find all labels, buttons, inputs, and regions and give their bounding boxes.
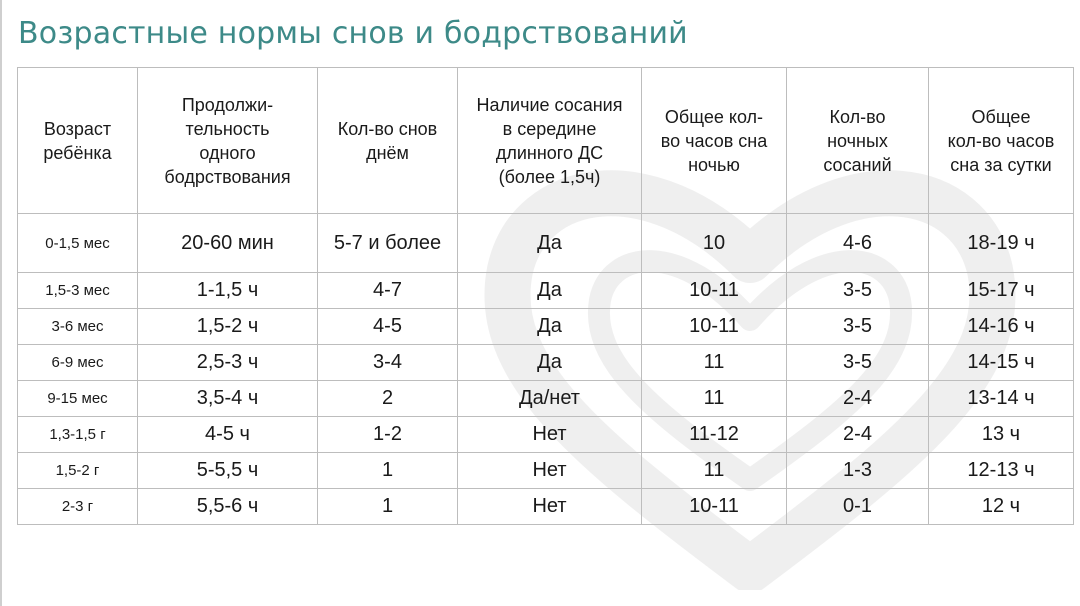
cell-night-sleep-hours: 11	[642, 345, 787, 381]
cell-night-sleep-hours: 11	[642, 381, 787, 417]
age-norms-table	[17, 67, 1074, 525]
cell-wake-duration: 20-60 мин	[138, 214, 318, 273]
cell-nap-feeding: Нет	[458, 453, 642, 489]
cell-night-feedings: 3-5	[787, 309, 929, 345]
cell-age: 3-6 мес	[18, 309, 138, 345]
cell-night-feedings: 2-4	[787, 417, 929, 453]
cell-nap-feeding: Да	[458, 273, 642, 309]
table-row	[18, 345, 1074, 381]
table-row	[18, 273, 1074, 309]
table-row	[18, 453, 1074, 489]
cell-total-sleep-hours: 14-15 ч	[929, 345, 1074, 381]
header-night-sleep-hours: Общее кол- во часов сна ночью	[642, 68, 787, 214]
cell-night-feedings: 3-5	[787, 345, 929, 381]
cell-day-naps: 3-4	[318, 345, 458, 381]
cell-day-naps: 2	[318, 381, 458, 417]
cell-nap-feeding: Да/нет	[458, 381, 642, 417]
cell-night-feedings: 1-3	[787, 453, 929, 489]
cell-age: 2-3 г	[18, 489, 138, 525]
cell-day-naps: 1	[318, 489, 458, 525]
table-row	[18, 214, 1074, 273]
cell-wake-duration: 2,5-3 ч	[138, 345, 318, 381]
table-row	[18, 381, 1074, 417]
header-nap-feeding: Наличие сосания в середине длинного ДС (более 1,5ч)	[458, 68, 642, 214]
cell-day-naps: 5-7 и более	[318, 214, 458, 273]
table-header	[18, 68, 1074, 214]
cell-age: 1,5-3 мес	[18, 273, 138, 309]
header-day-naps: Кол-во снов днём	[318, 68, 458, 214]
cell-day-naps: 4-5	[318, 309, 458, 345]
cell-nap-feeding: Да	[458, 214, 642, 273]
cell-night-feedings: 3-5	[787, 273, 929, 309]
cell-day-naps: 1-2	[318, 417, 458, 453]
header-total-sleep-hours: Общее кол-во часов сна за сутки	[929, 68, 1074, 214]
cell-total-sleep-hours: 14-16 ч	[929, 309, 1074, 345]
cell-night-sleep-hours: 10-11	[642, 309, 787, 345]
cell-wake-duration: 1-1,5 ч	[138, 273, 318, 309]
cell-wake-duration: 4-5 ч	[138, 417, 318, 453]
cell-night-sleep-hours: 10-11	[642, 489, 787, 525]
table-row	[18, 489, 1074, 525]
cell-day-naps: 1	[318, 453, 458, 489]
table-body	[18, 214, 1074, 525]
cell-wake-duration: 1,5-2 ч	[138, 309, 318, 345]
cell-wake-duration: 5,5-6 ч	[138, 489, 318, 525]
table-row	[18, 417, 1074, 453]
cell-total-sleep-hours: 15-17 ч	[929, 273, 1074, 309]
cell-age: 1,5-2 г	[18, 453, 138, 489]
cell-night-feedings: 4-6	[787, 214, 929, 273]
cell-nap-feeding: Нет	[458, 489, 642, 525]
header-age: Возраст ребёнка	[18, 68, 138, 214]
cell-total-sleep-hours: 12-13 ч	[929, 453, 1074, 489]
cell-nap-feeding: Нет	[458, 417, 642, 453]
cell-night-feedings: 2-4	[787, 381, 929, 417]
cell-total-sleep-hours: 12 ч	[929, 489, 1074, 525]
header-night-feedings: Кол-во ночных сосаний	[787, 68, 929, 214]
cell-night-sleep-hours: 10-11	[642, 273, 787, 309]
cell-age: 0-1,5 мес	[18, 214, 138, 273]
cell-total-sleep-hours: 18-19 ч	[929, 214, 1074, 273]
header-row	[18, 68, 1074, 214]
cell-wake-duration: 3,5-4 ч	[138, 381, 318, 417]
cell-night-sleep-hours: 11-12	[642, 417, 787, 453]
cell-day-naps: 4-7	[318, 273, 458, 309]
cell-age: 6-9 мес	[18, 345, 138, 381]
cell-total-sleep-hours: 13-14 ч	[929, 381, 1074, 417]
cell-age: 9-15 мес	[18, 381, 138, 417]
cell-night-feedings: 0-1	[787, 489, 929, 525]
cell-wake-duration: 5-5,5 ч	[138, 453, 318, 489]
page-title: Возрастные нормы снов и бодрствований	[18, 16, 688, 51]
cell-total-sleep-hours: 13 ч	[929, 417, 1074, 453]
left-border	[0, 0, 2, 606]
cell-age: 1,3-1,5 г	[18, 417, 138, 453]
cell-nap-feeding: Да	[458, 345, 642, 381]
table-row	[18, 309, 1074, 345]
cell-nap-feeding: Да	[458, 309, 642, 345]
cell-night-sleep-hours: 11	[642, 453, 787, 489]
cell-night-sleep-hours: 10	[642, 214, 787, 273]
header-wake-duration: Продолжи- тельность одного бодрствования	[138, 68, 318, 214]
